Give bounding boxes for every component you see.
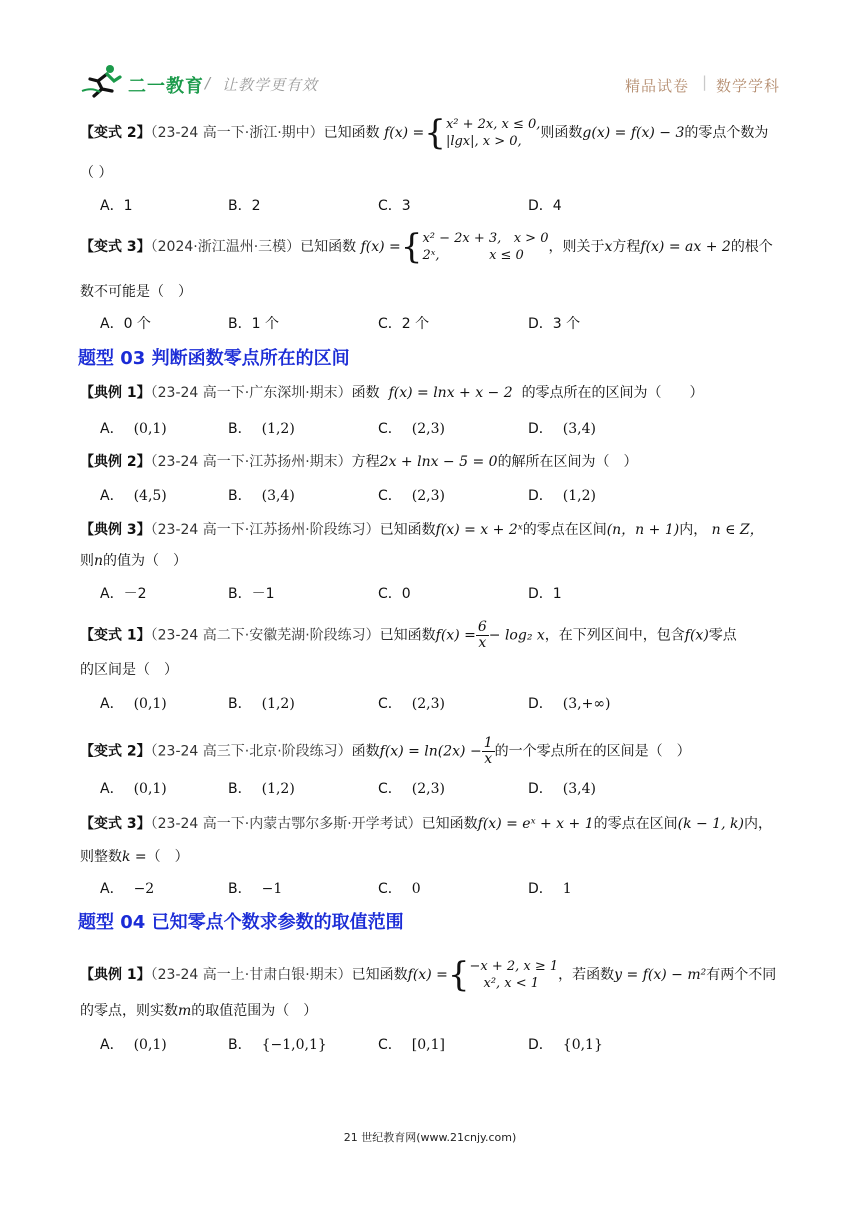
option-label: B． (228, 1037, 252, 1053)
option-c[interactable]: C．3 (378, 198, 411, 214)
question-source: （23-24 高一下·江苏扬州·期末） (150, 454, 352, 470)
question-text: 方程 (612, 239, 641, 255)
brand-name: 二一教育 (128, 76, 204, 97)
option-label: C． (378, 881, 402, 897)
question-text: 有两个不同 (706, 967, 777, 983)
option-a[interactable] (100, 485, 167, 505)
question-text: 已知函数 (323, 125, 380, 141)
option-value: [0,1] (411, 1037, 445, 1053)
condition: n ∈ Z， (711, 522, 764, 538)
function-expr: f(x) (684, 627, 709, 644)
fraction (476, 620, 489, 651)
question-dl1c (80, 955, 777, 995)
option-c[interactable]: C．2 个 (378, 316, 430, 332)
option-b[interactable]: B．2 (228, 198, 261, 214)
option-label: D． (528, 881, 553, 897)
slogan-separator: / (205, 74, 211, 92)
option-b[interactable]: B．1 个 (228, 316, 279, 332)
question-text: 的一个零点所在的区间是（ ） (494, 743, 691, 760)
option-a[interactable]: A．－2 (100, 586, 147, 602)
option-a[interactable] (100, 778, 167, 798)
option-label: B． (228, 881, 252, 897)
piecewise-cases (469, 958, 558, 992)
question-source: （23-24 高二下·安徽芜湖·阶段练习） (150, 627, 380, 644)
option-d[interactable] (528, 878, 572, 898)
question-source: （23-24 高一下·江苏扬州·阶段练习） (150, 522, 380, 538)
option-a[interactable]: A．0 个 (100, 316, 151, 332)
option-c[interactable] (378, 693, 445, 713)
option-b[interactable]: B．－1 (228, 586, 275, 602)
question-text: 则 (80, 553, 94, 569)
option-value: (2,3) (411, 781, 445, 797)
case-1-expr: x² − 2x + 3, (422, 231, 502, 246)
function-expr: f(x) = ln(2x) − (379, 743, 482, 760)
interval: (n，n + 1) (606, 522, 680, 538)
option-label: A． (100, 1037, 124, 1053)
option-d[interactable] (528, 1034, 603, 1054)
question-dl1 (80, 383, 704, 403)
option-label: C． (378, 1037, 402, 1053)
option-value: −1 (261, 881, 283, 897)
equation: f(x) = lnx + x − 2 (388, 385, 513, 401)
question-text: ，若函数 (558, 967, 615, 983)
equation: y = f(x) − m² (614, 967, 707, 983)
function-expr: − log₂ x (488, 627, 545, 644)
option-label: A． (100, 781, 124, 797)
question-tag: 【变式 2】 (80, 743, 151, 760)
option-value: (2,3) (411, 421, 445, 437)
question-text: 则整数 (80, 849, 122, 865)
variable: m (178, 1003, 192, 1019)
question-text: 方程 (351, 454, 380, 470)
option-label: D． (528, 421, 553, 437)
function-expr: f(x) = (407, 967, 448, 983)
question-tag: 【变式 1】 (80, 627, 151, 644)
section-title-03: 题型 03 判断函数零点所在的区间 (78, 348, 350, 369)
question-text: 已知函数 (379, 627, 436, 644)
question-text: 已知函数 (351, 967, 408, 983)
option-label: C． (378, 696, 402, 712)
option-d[interactable]: D．1 (528, 586, 562, 602)
option-d[interactable] (528, 778, 596, 798)
question-text: 函数 (351, 743, 380, 760)
case-1: x² + 2x, x ≤ 0, (445, 117, 541, 132)
question-text: ，则关于 (548, 239, 605, 255)
piecewise-cases (446, 116, 540, 150)
option-d[interactable]: D．3 个 (528, 316, 581, 332)
denominator: x (478, 635, 487, 651)
option-label: B． (228, 421, 252, 437)
option-value: (1,2) (261, 421, 295, 437)
case-2-cond: x ≤ 0 (489, 248, 524, 263)
question-text: 的解所在区间为（ ） (497, 454, 638, 470)
case-1-cond: x > 0 (513, 231, 549, 246)
question-text: （ ） (146, 849, 189, 865)
option-label: C． (378, 421, 402, 437)
equation: f(x) = eˣ + x + 1 (477, 816, 594, 832)
question-continuation (80, 847, 189, 867)
numerator: 1 (483, 735, 493, 751)
option-value: (0,1) (133, 696, 167, 712)
brace: { (400, 227, 423, 267)
option-a[interactable]: A．1 (100, 198, 133, 214)
question-text: 已知函数 (300, 239, 357, 255)
option-value: (0,1) (133, 1037, 167, 1053)
option-b[interactable] (228, 418, 295, 438)
option-value: {0,1} (562, 1037, 603, 1053)
question-tag: 【典例 1】 (80, 385, 151, 401)
option-c[interactable] (378, 778, 445, 798)
option-value: (2,3) (411, 696, 445, 712)
option-value: (3,4) (562, 781, 596, 797)
option-c[interactable]: C．0 (378, 586, 411, 602)
option-b[interactable] (228, 1034, 327, 1054)
question-text: 的取值范围为（ ） (191, 1003, 318, 1019)
option-label: C． (378, 781, 402, 797)
question-tag: 【典例 2】 (80, 454, 151, 470)
question-tag: 【变式 3】 (80, 239, 151, 255)
question-source: （2024·浙江温州·三模） (150, 239, 301, 255)
option-d[interactable] (528, 418, 596, 438)
question-bs1b (80, 620, 737, 651)
question-text: 的根个 (730, 239, 773, 255)
option-value: 0 (411, 881, 421, 897)
denominator: x (484, 751, 493, 767)
option-a[interactable] (100, 1034, 167, 1054)
question-text: 已知函数 (379, 522, 436, 538)
question-continuation: 的区间是（ ） (80, 662, 178, 678)
option-label: B． (228, 696, 252, 712)
option-d[interactable] (528, 693, 610, 713)
option-label: D． (528, 1037, 553, 1053)
question-text: 的值为（ ） (103, 553, 188, 569)
question-continuation (80, 551, 187, 571)
option-label: D． (528, 696, 553, 712)
option-d[interactable] (528, 485, 596, 505)
option-a[interactable] (100, 693, 167, 713)
question-text: 零点 (708, 627, 737, 644)
variable: n (94, 553, 104, 569)
question-text: 的零点在区间 (522, 522, 607, 538)
case-1: −x + 2, x ≥ 1 (469, 959, 559, 974)
equation: f(x) = x + 2ˣ (435, 522, 523, 538)
option-label: A． (100, 488, 124, 504)
page-footer: 21 世纪教育网(www.21cnjy.com) (343, 1131, 517, 1144)
option-label: A． (100, 881, 124, 897)
question-source: （23-24 高一下·内蒙古鄂尔多斯·开学考试） (150, 816, 422, 832)
option-value: (2,3) (411, 488, 445, 504)
option-b[interactable] (228, 485, 295, 505)
option-value: (1,2) (261, 781, 295, 797)
option-label: D． (528, 488, 553, 504)
case-2: |lgx|, x > 0, (445, 134, 522, 149)
question-source: （23-24 高一下·浙江·期中） (150, 125, 324, 141)
option-c[interactable] (378, 1034, 445, 1054)
option-d[interactable]: D．4 (528, 198, 562, 214)
case-2: x², x < 1 (483, 976, 540, 991)
equation: 2x + lnx − 5 = 0 (379, 454, 498, 470)
question-continuation (80, 1001, 317, 1021)
answer-paren: （ ） (80, 165, 113, 181)
option-a[interactable] (100, 878, 154, 898)
option-label: A． (100, 696, 124, 712)
question-text: 内， (743, 816, 772, 832)
question-text: 则函数 (540, 125, 583, 141)
numerator: 6 (477, 619, 487, 635)
question-source: （23-24 高一下·广东深圳·期末） (150, 385, 352, 401)
option-value: {−1,0,1} (261, 1037, 327, 1053)
question-tag: 【变式 3】 (80, 816, 151, 832)
option-value: 1 (562, 881, 572, 897)
question-dl2 (80, 452, 638, 472)
question-tag: 【典例 1】 (80, 967, 151, 983)
question-tag: 【变式 2】 (80, 125, 151, 141)
variable: k = (122, 849, 147, 865)
option-label: B． (228, 488, 252, 504)
function-expr: g(x) = f(x) − 3 (582, 125, 685, 141)
header-divider: | (702, 73, 708, 91)
brace: { (424, 113, 446, 153)
option-b[interactable] (228, 693, 295, 713)
slogan: 让教学更有效 (222, 76, 319, 94)
option-label: C． (378, 488, 402, 504)
option-value: (1,2) (261, 696, 295, 712)
option-c[interactable] (378, 418, 445, 438)
section-title-04: 题型 04 已知零点个数求参数的取值范围 (78, 912, 404, 933)
equation: f(x) = ax + 2 (640, 239, 731, 255)
page-header (0, 0, 860, 110)
option-value: (1,2) (562, 488, 596, 504)
option-b[interactable] (228, 878, 282, 898)
option-value: (3,4) (261, 488, 295, 504)
question-text: 的零点个数为 (684, 125, 769, 141)
interval: (k − 1, k) (677, 816, 744, 832)
function-expr: f(x) = (360, 239, 401, 255)
question-bs3b (80, 814, 772, 834)
question-text: 内， (679, 522, 708, 538)
question-bs2 (80, 113, 769, 153)
question-dl3 (80, 520, 764, 540)
option-label: D． (528, 781, 553, 797)
piecewise-cases (422, 230, 548, 264)
question-text: 的零点所在的区间为（ ） (521, 385, 704, 401)
question-source: （23-24 高三下·北京·阶段练习） (150, 743, 352, 760)
option-label: A． (100, 421, 124, 437)
option-value: (3,4) (562, 421, 596, 437)
option-c[interactable] (378, 878, 421, 898)
function-expr: f(x) = (384, 125, 425, 141)
option-value: −2 (133, 881, 155, 897)
case-2-expr: 2ˣ, (422, 248, 440, 263)
question-bs2b (80, 736, 691, 767)
question-text: 的零点，则实数 (80, 1003, 178, 1019)
header-label-right: 数学学科 (716, 77, 781, 95)
variable: x (604, 239, 613, 255)
option-c[interactable] (378, 485, 445, 505)
brace: { (447, 955, 470, 995)
option-b[interactable] (228, 778, 295, 798)
question-text: 的零点在区间 (593, 816, 678, 832)
header-label-left: 精品试卷 (625, 77, 690, 95)
question-text: ，在下列区间中，包含 (544, 627, 685, 644)
fraction (482, 736, 495, 767)
question-text: 已知函数 (421, 816, 478, 832)
question-tag: 【典例 3】 (80, 522, 151, 538)
question-source: （23-24 高一上·甘肃白银·期末） (150, 967, 352, 983)
option-a[interactable] (100, 418, 167, 438)
option-value: (4,5) (133, 488, 167, 504)
option-value: (0,1) (133, 781, 167, 797)
question-text: 函数 (351, 385, 380, 401)
question-continuation: 数不可能是（ ） (80, 284, 192, 300)
question-bs3 (80, 227, 773, 267)
function-expr: f(x) = (435, 627, 476, 644)
option-value: (0,1) (133, 421, 167, 437)
option-value: (3,+∞) (562, 696, 611, 712)
runner-logo-icon (80, 63, 124, 99)
option-label: B． (228, 781, 252, 797)
